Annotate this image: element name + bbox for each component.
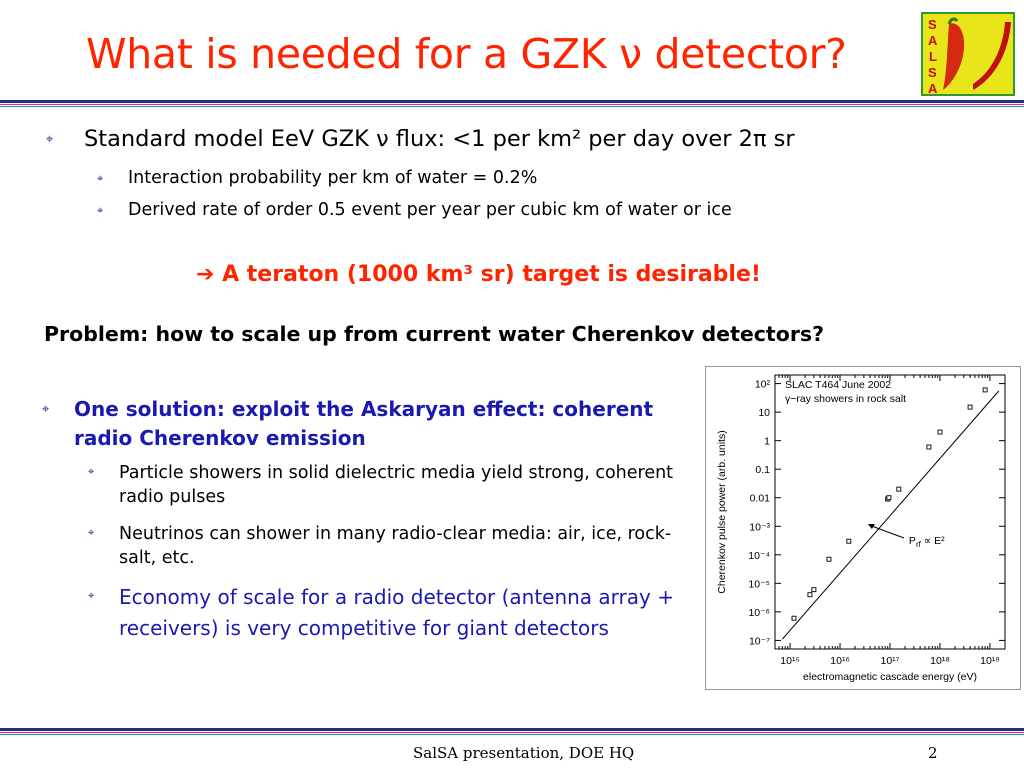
x-tick-label: 10¹⁶ bbox=[830, 655, 850, 667]
y-tick-label: 10² bbox=[754, 378, 770, 391]
data-point bbox=[847, 539, 851, 543]
x-tick-label: 10¹⁸ bbox=[930, 655, 950, 667]
page-number: 2 bbox=[928, 744, 938, 762]
bullet-icon: ⌖ bbox=[97, 204, 104, 217]
salsa-logo bbox=[921, 12, 1015, 96]
y-tick-label: 10⁻⁷ bbox=[748, 635, 770, 648]
data-point bbox=[812, 588, 816, 592]
showers-subbullet: Particle showers in solid dielectric media yield strong, coherent radio pulses bbox=[119, 463, 674, 507]
bullet-icon: ⌖ bbox=[42, 402, 50, 417]
bullet-icon: ⌖ bbox=[88, 526, 95, 539]
bullet-icon: ⌖ bbox=[97, 172, 104, 185]
slide-title: What is needed for a GZK ν detector? bbox=[86, 30, 847, 78]
footer-text: SalSA presentation, DOE HQ bbox=[413, 744, 635, 762]
x-tick-label: 10¹⁷ bbox=[880, 655, 900, 667]
data-point bbox=[968, 405, 972, 409]
x-tick-label: 10¹⁹ bbox=[980, 655, 1000, 667]
svg-text:A: A bbox=[928, 33, 938, 48]
data-point bbox=[827, 557, 831, 561]
data-point bbox=[792, 616, 796, 620]
media-subbullet: Neutrinos can shower in many radio-clear media: air, ice, rock-salt, etc. bbox=[119, 524, 672, 568]
y-tick-label: 10⁻⁶ bbox=[748, 606, 770, 619]
data-point bbox=[938, 430, 942, 434]
interaction-subbullet: Interaction probability per km of water = 0.2% bbox=[128, 168, 538, 188]
problem-statement: Problem: how to scale up from current water Cherenkov detectors? bbox=[44, 322, 825, 346]
y-tick-label: 0.01 bbox=[749, 492, 770, 505]
callout-text: A teraton (1000 km³ sr) target is desirable! bbox=[222, 262, 761, 287]
y-tick-label: 10 bbox=[758, 407, 770, 420]
data-point bbox=[927, 445, 931, 449]
data-point bbox=[897, 487, 901, 491]
y-tick-label: 10⁻⁵ bbox=[748, 578, 770, 591]
flux-bullet: Standard model EeV GZK ν flux: <1 per km² per day over 2π sr bbox=[84, 126, 795, 152]
bullet-icon: ⌖ bbox=[88, 465, 95, 478]
data-point bbox=[808, 593, 812, 597]
y-tick-label: 10⁻³ bbox=[749, 521, 770, 534]
footer-rule bbox=[0, 728, 1024, 731]
annotation-label: $P_{rf} \propto E^2$ bbox=[908, 535, 945, 550]
bullet-icon: ⌖ bbox=[46, 132, 54, 147]
data-point bbox=[887, 496, 891, 500]
header-rule bbox=[0, 100, 1024, 103]
chart-subtitle: γ−ray showers in rock salt bbox=[785, 393, 907, 405]
svg-text:A: A bbox=[928, 81, 938, 96]
y-tick-label: 10⁻⁴ bbox=[748, 549, 770, 562]
chart-title: SLAC T464 June 2002 bbox=[785, 379, 892, 391]
svg-text:S: S bbox=[928, 17, 937, 32]
solution-bullet: One solution: exploit the Askaryan effect: coherent radio Cherenkov emission bbox=[74, 397, 654, 450]
bullet-icon: ⌖ bbox=[88, 589, 95, 602]
x-axis-label: electromagnetic cascade energy (eV) bbox=[803, 671, 977, 683]
y-tick-label: 0.1 bbox=[755, 464, 770, 477]
svg-text:S: S bbox=[928, 65, 937, 80]
data-point bbox=[983, 388, 987, 392]
power-vs-energy-chart bbox=[705, 366, 1021, 690]
rate-subbullet: Derived rate of order 0.5 event per year per cubic km of water or ice bbox=[128, 200, 732, 220]
y-axis-label: Cherenkov pulse power (arb. units) bbox=[716, 430, 728, 594]
arrow-right-icon: ➔ bbox=[196, 262, 215, 287]
y-tick-label: 1 bbox=[764, 435, 770, 448]
x-tick-label: 10¹⁵ bbox=[780, 655, 800, 667]
teraton-callout bbox=[196, 262, 761, 287]
svg-text:L: L bbox=[929, 49, 937, 64]
economy-subbullet: Economy of scale for a radio detector (antenna array + receivers) is very competitive for giant detectors bbox=[119, 585, 674, 640]
